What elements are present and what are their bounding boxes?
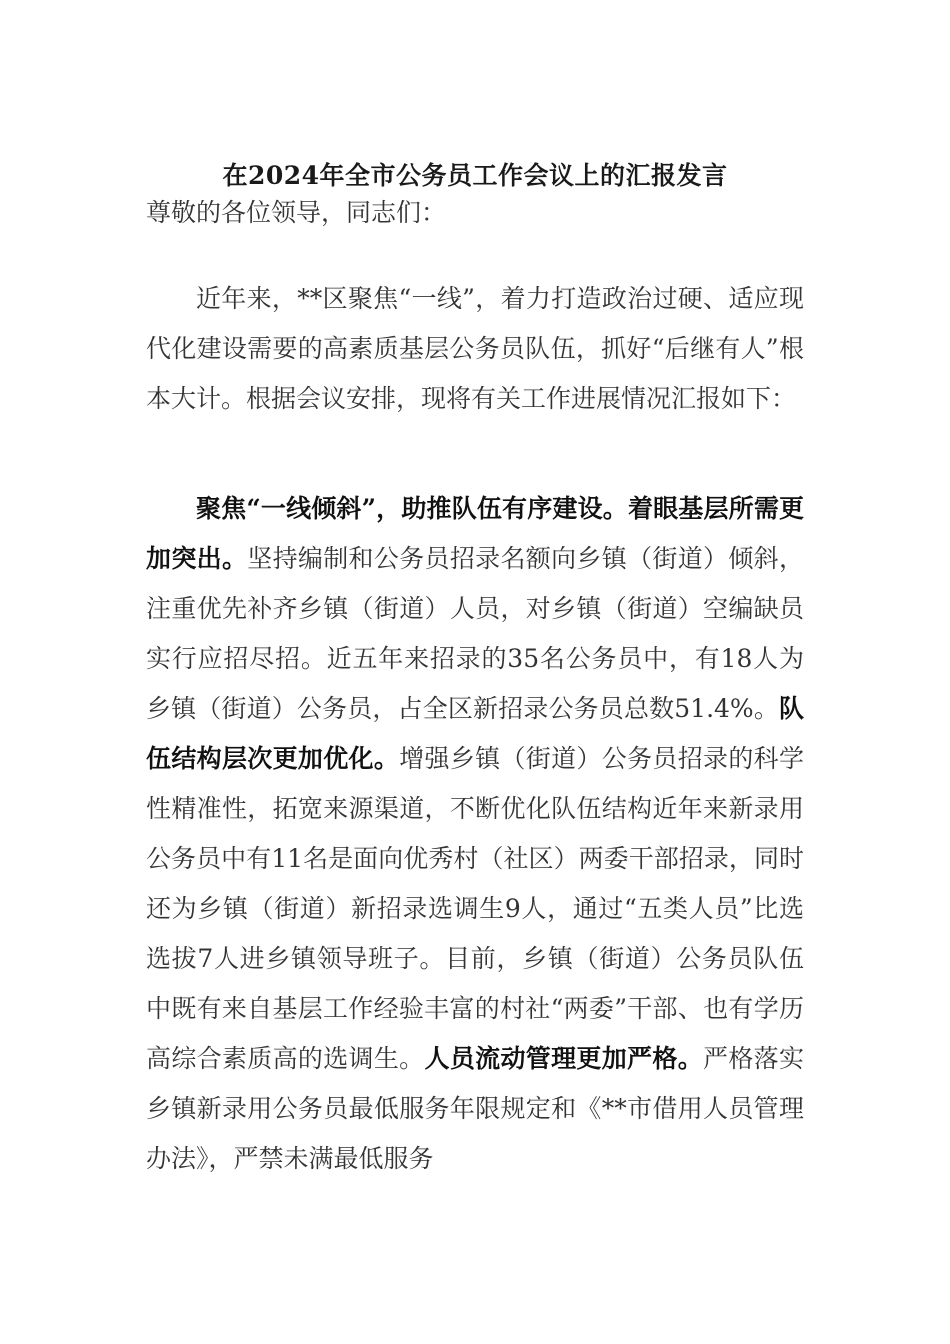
point-3-heading: 人员流动管理更加严格。	[424, 1044, 704, 1073]
intro-paragraph: 近年来，**区聚焦“一线”，着力打造政治过硬、适应现代化建设需要的高素质基层公务员队伍，抓好“后继有人”根本大计。根据会议安排，现将有关工作进展情况汇报如下：	[146, 284, 804, 413]
document-title: 在2024年全市公务员工作会议上的汇报发言	[222, 161, 728, 190]
point-2-heading: 队伍结构层次更加优化。	[146, 694, 804, 773]
point-2-text: 增强乡镇（街道）公务员招录的科学性精准性，拓宽来源渠道，不断优化队伍结构近年来新录用公务员中有11名是面向优秀村（社区）两委干部招录，同时还为乡镇（街道）新招录选调生9人，通过“五类人员”比选选拔7人进乡镇领导班子。目前，乡镇（街道）公务员队伍中既有来自基层工作经验丰富的村社“两委”干部、也有学历高综合素质高的选调生。	[146, 744, 804, 1073]
section-1-heading: 聚焦“一线倾斜”，助推队伍有序建设。	[196, 494, 628, 523]
point-1-text: 坚持编制和公务员招录名额向乡镇（街道）倾斜，注重优先补齐乡镇（街道）人员，对乡镇（街道）空编缺员实行应招尽招。近五年来招录的35名公务员中，有18人为乡镇（街道）公务员，占全区新招录公务员总数51.4%。	[146, 544, 804, 723]
section-1-paragraph	[146, 484, 804, 1184]
point-1-heading: 着眼基层所需更加突出。	[146, 494, 804, 573]
salutation: 尊敬的各位领导，同志们：	[146, 198, 447, 227]
point-3-text: 严格落实乡镇新录用公务员最低服务年限规定和《**市借用人员管理办法》，严禁未满最低服务	[146, 1044, 804, 1173]
